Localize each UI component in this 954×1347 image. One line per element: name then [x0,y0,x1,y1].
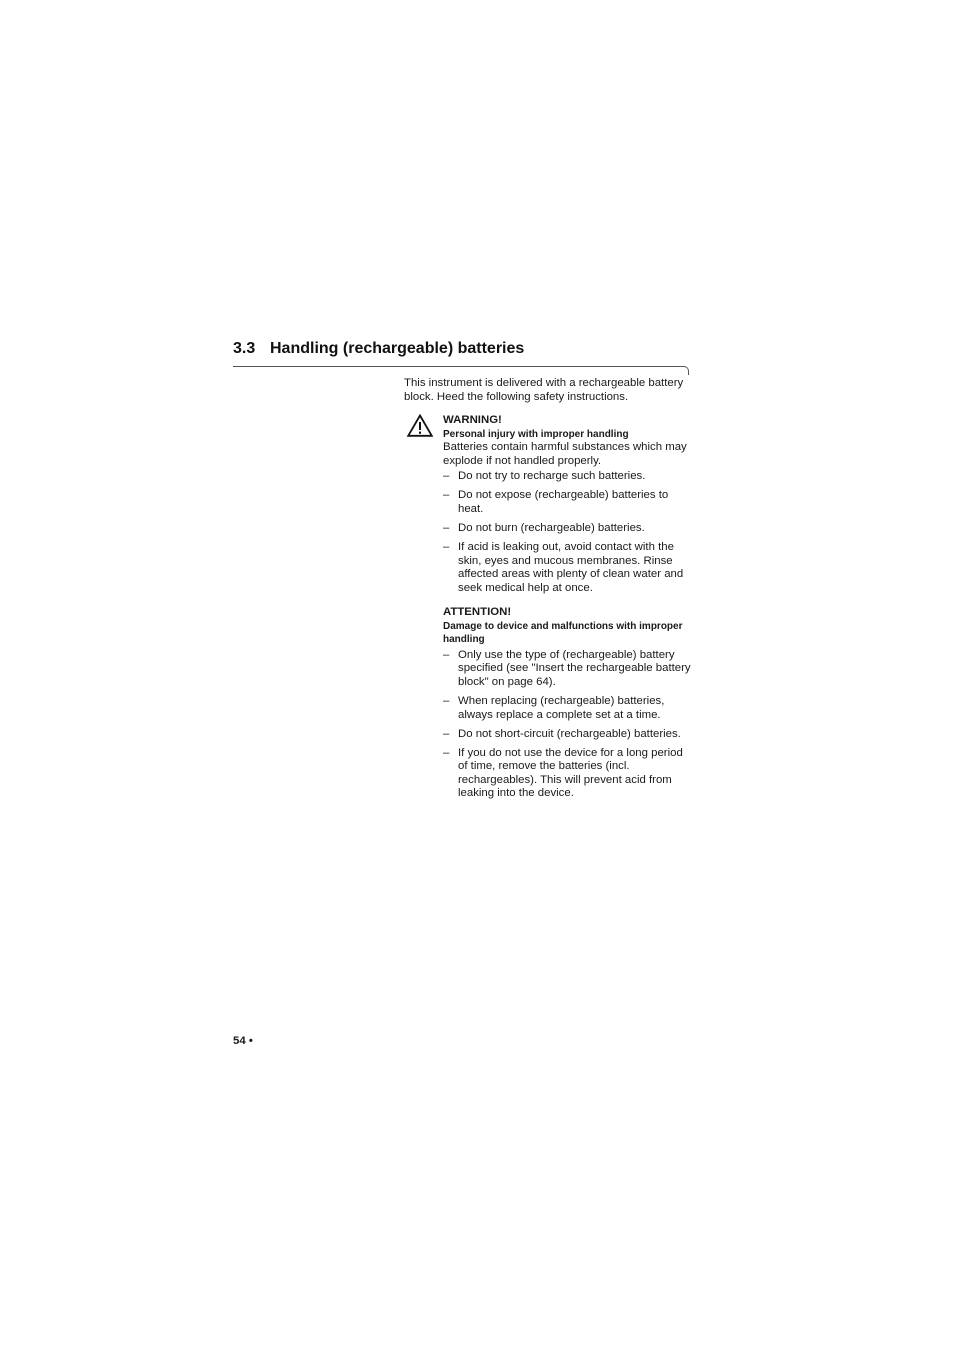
heading-rule [233,366,685,367]
list-item [443,541,694,595]
dash-mark: – [443,694,450,707]
warning-title: WARNING! [443,414,502,427]
warning-subtitle: Personal injury with improper handling [443,429,629,441]
warning-block [404,413,694,595]
dash-mark: – [443,489,450,502]
heading-rule-hook [683,366,689,375]
list-item-text: Do not expose (rechargeable) batteries to heat. [458,489,669,516]
dash-mark: – [443,541,450,554]
list-item [443,649,694,690]
section-number: 3.3 [233,340,256,357]
dash-mark: – [443,746,450,759]
list-item-text: When replacing (rechargeable) batteries, always replace a complete set at a time. [458,694,665,721]
main-content [404,377,694,807]
list-item [443,747,694,801]
list-item [443,728,694,742]
attention-list [443,649,694,801]
list-item-text: Only use the type of (rechargeable) battery specified (see "Insert the rechargeable battery block" on page 64). [458,648,691,688]
list-item [443,522,694,536]
section-heading [233,340,524,358]
intro-paragraph: This instrument is delivered with a rechargeable battery block. Heed the following safety instructions. [404,377,684,403]
list-item-text: If acid is leaking out, avoid contact with the skin, eyes and mucous membranes. Rinse affected areas with plenty of clean water and seek medical help at once. [458,541,684,595]
dash-mark: – [443,727,450,740]
list-item [443,470,694,484]
section-title: Handling (rechargeable) batteries [270,340,525,357]
list-item-text: Do not short-circuit (rechargeable) batteries. [458,727,681,740]
list-item-text: Do not try to recharge such batteries. [458,470,646,483]
warning-triangle-icon [407,414,433,437]
attention-block [404,605,694,801]
list-item [443,695,694,722]
warning-list [443,470,694,595]
dash-mark: – [443,470,450,483]
list-item-text: Do not burn (rechargeable) batteries. [458,522,645,535]
page-number: 54 • [233,1035,253,1047]
warning-text: Batteries contain harmful substances which may explode if not handled properly. [443,441,687,467]
list-item-text: If you do not use the device for a long period of time, remove the batteries (incl. rechargeables). This will prevent acid from leaking into the device. [458,746,683,800]
dash-mark: – [443,648,450,661]
attention-title: ATTENTION! [443,605,512,618]
attention-subtitle: Damage to device and malfunctions with improper handling [443,620,683,645]
list-item [443,489,694,516]
dash-mark: – [443,522,450,535]
